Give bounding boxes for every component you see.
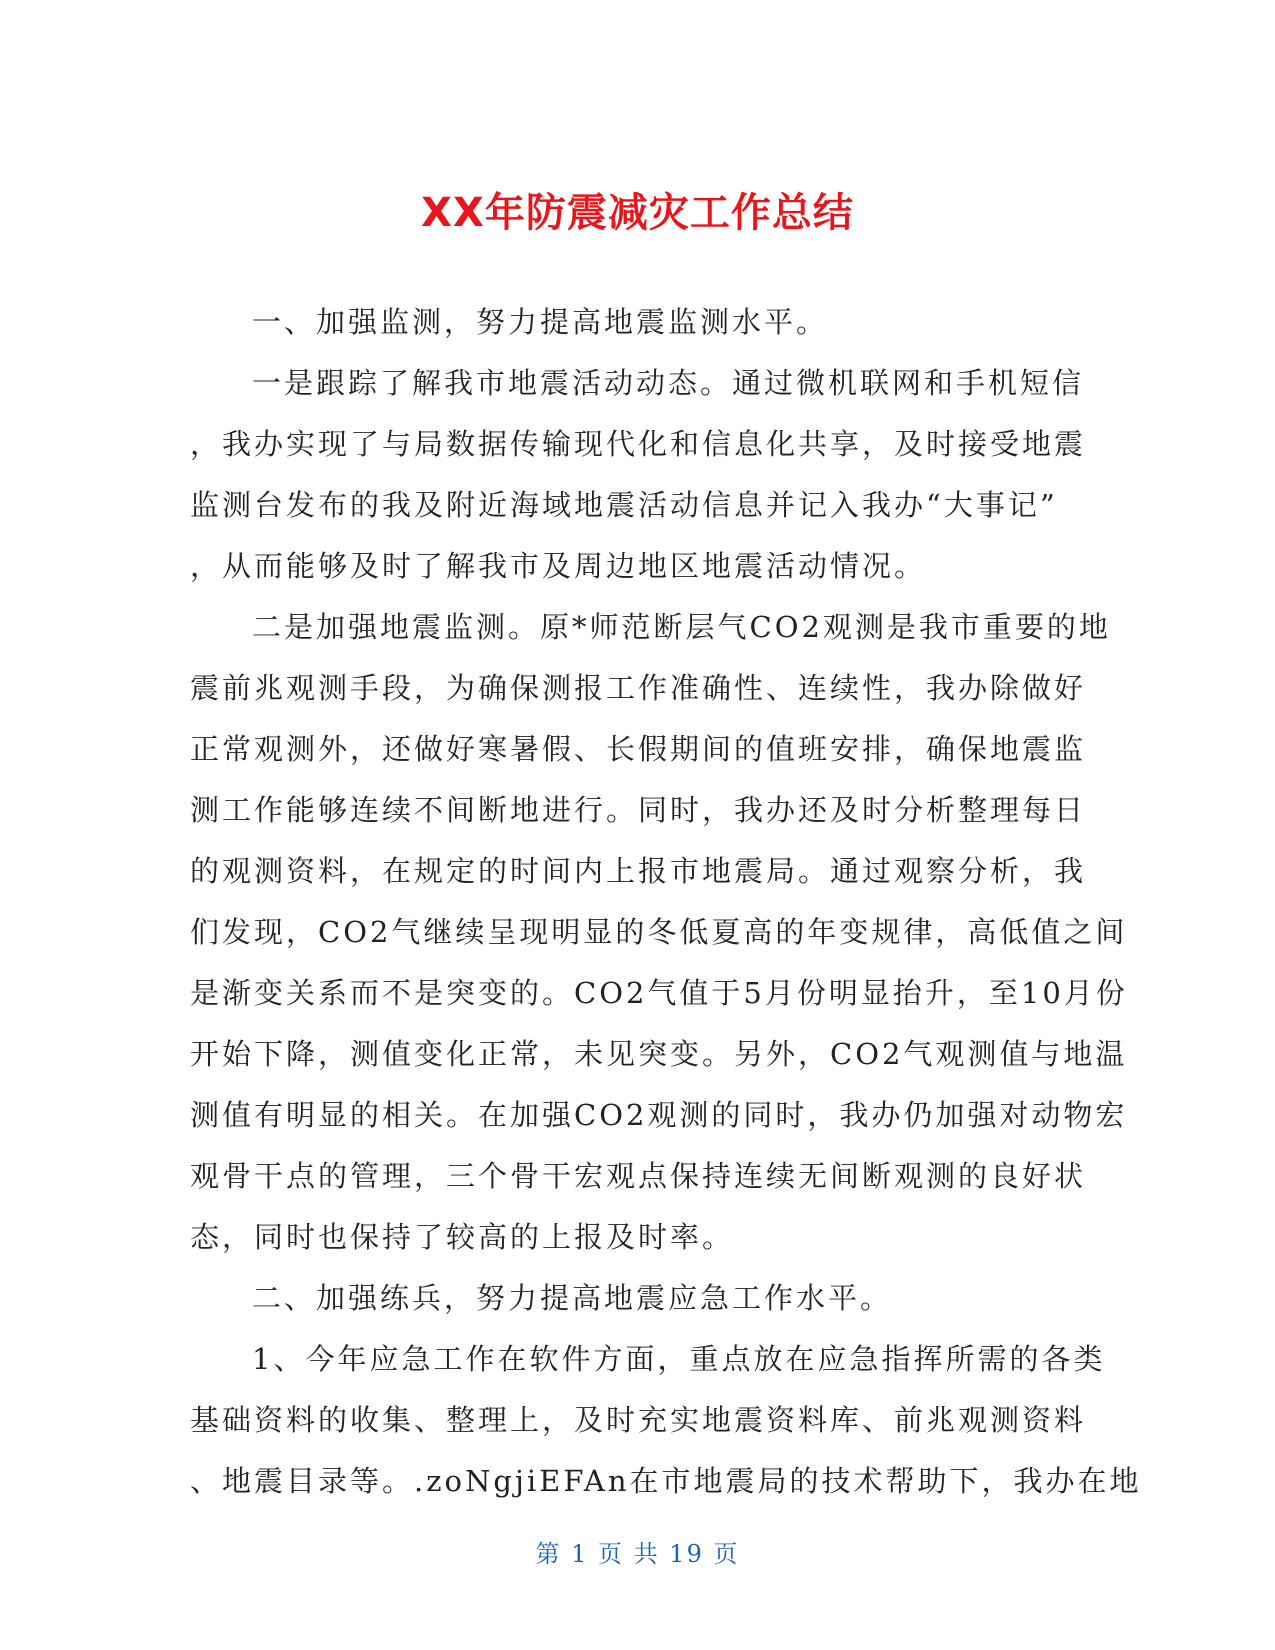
paragraph-line: ，从而能够及时了解我市及周边地区地震活动情况。 — [190, 549, 927, 583]
section-heading-1: 一、加强监测，努力提高地震监测水平。 — [252, 305, 829, 339]
paragraph-line: 二是加强地震监测。原*师范断层气CO2观测是我市重要的地 — [252, 610, 1111, 644]
paragraph-line: 观骨干点的管理，三个骨干宏观点保持连续无间断观测的良好状 — [190, 1159, 1087, 1193]
document-body — [190, 292, 1142, 1512]
page-footer: 第 1 页 共 19 页 — [535, 1540, 740, 1568]
paragraph-line: 基础资料的收集、整理上，及时充实地震资料库、前兆观测资料 — [190, 1403, 1087, 1437]
paragraph-line: 测工作能够连续不间断地进行。同时，我办还及时分析整理每日 — [190, 793, 1087, 827]
paragraph-line: 正常观测外，还做好寒暑假、长假期间的值班安排，确保地震监 — [190, 732, 1087, 766]
paragraph-line: 们发现，CO2气继续呈现明显的冬低夏高的年变规律，高低值之间 — [190, 915, 1128, 949]
section-heading-2: 二、加强练兵，努力提高地震应急工作水平。 — [252, 1281, 893, 1315]
paragraph-line: 态，同时也保持了较高的上报及时率。 — [190, 1220, 735, 1254]
paragraph-line: 一是跟踪了解我市地震活动动态。通过微机联网和手机短信 — [252, 366, 1085, 400]
paragraph-line: 监测台发布的我及附近海域地震活动信息并记入我办“大事记” — [190, 488, 1058, 522]
paragraph-line: 的观测资料，在规定的时间内上报市地震局。通过观察分析，我 — [190, 854, 1087, 888]
paragraph-line: 、地震目录等。.zoNgjiEFAn在市地震局的技术帮助下，我办在地 — [190, 1464, 1142, 1498]
paragraph-line: ，我办实现了与局数据传输现代化和信息化共享，及时接受地震 — [190, 427, 1087, 461]
paragraph-line: 开始下降，测值变化正常，未见突变。另外，CO2气观测值与地温 — [190, 1037, 1128, 1071]
paragraph-line: 测值有明显的相关。在加强CO2观测的同时，我办仍加强对动物宏 — [190, 1098, 1128, 1132]
document-title: XX年防震减灾工作总结 — [421, 189, 854, 236]
paragraph-line: 1、今年应急工作在软件方面，重点放在应急指挥所需的各类 — [252, 1342, 1106, 1376]
paragraph-line: 是渐变关系而不是突变的。CO2气值于5月份明显抬升，至10月份 — [190, 976, 1128, 1010]
paragraph-line: 震前兆观测手段，为确保测报工作准确性、连续性，我办除做好 — [190, 671, 1087, 705]
